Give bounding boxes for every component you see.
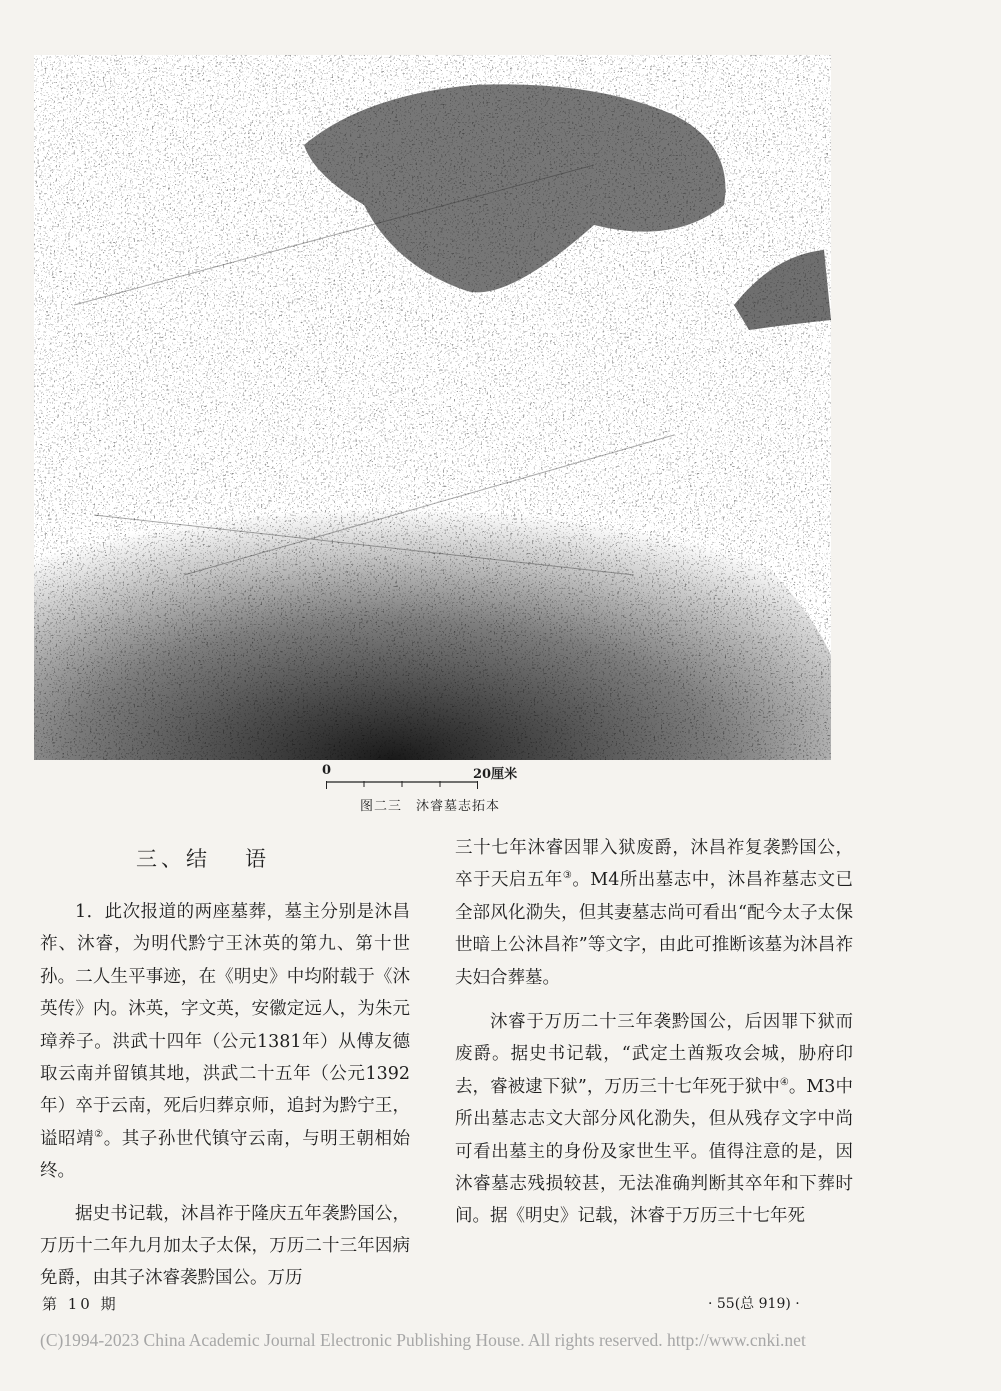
issue-number: 第 10 期 [42, 1295, 119, 1313]
paragraph-1 [40, 896, 410, 1188]
rubbing-image [34, 55, 831, 760]
paragraph-3-text: 沐睿于万历二十三年袭黔国公，后因罪下狱而废爵。据史书记载，“武定土酋叛攻会城，胁府印去，睿被逮下狱”，万历三十七年死于狱中 [455, 1012, 853, 1097]
copyright-watermark: (C)1994-2023 China Academic Journal Electronic Publishing House. All rights reserved. http://www.cnki.net [40, 1330, 806, 1350]
right-column [455, 832, 853, 1233]
paragraph-3-tail: 。M3中所出墓志志文大部分风化泐失，但从残存文字中尚可看出墓主的身份及家世生平。值得注意的是，因沐睿墓志残损较甚，无法准确判断其卒年和下葬时间。据《明史》记载，沐睿于万历三十七年死 [455, 1076, 853, 1227]
scale-start-label: 0 [322, 763, 332, 778]
footnote-ref[interactable]: ② [94, 1129, 104, 1141]
scale-bar [320, 763, 550, 791]
paragraph-2-continued [455, 832, 853, 994]
paragraph-2: 据史书记载，沐昌祚于隆庆五年袭黔国公，万历十二年九月加太子太保，万历二十三年因病免爵，由其子沐睿袭黔国公。万历 [40, 1203, 410, 1289]
section-heading-part-1: 三、结 [136, 847, 211, 871]
page-number: · 55(总 919) · [708, 1296, 800, 1312]
scale-ruler [326, 781, 478, 789]
paragraph-1-tail: 。其子孙世代镇守云南，与明王朝相始终。 [40, 1128, 411, 1182]
paragraph-3 [455, 1006, 853, 1233]
left-column [40, 840, 410, 1295]
section-heading [136, 844, 410, 874]
footnote-ref[interactable]: ④ [779, 1077, 789, 1089]
paragraph-1-text: 1．此次报道的两座墓葬，墓主分别是沐昌祚、沐睿，为明代黔宁王沐英的第九、第十世孙。二人生平事迹，在《明史》中均附载于《沐英传》内。沐英，字文英，安徽定远人，为朱元璋养子。洪武十四年（公元1381年）从傅友德取云南并留镇其地，洪武二十五年（公元1392年）卒于云南，死后归葬京师，追封为黔宁王，谥昭靖 [40, 902, 410, 1149]
paragraph-2-continued-text: 三十七年沐睿因罪入狱废爵，沐昌祚复袭黔国公，卒于天启五年 [455, 838, 853, 891]
section-heading-part-2: 语 [245, 847, 270, 871]
scale-end-label: 20厘米 [473, 767, 518, 782]
figure-caption: 图二三 沐睿墓志拓本 [359, 799, 500, 814]
paragraph-2-continued-tail: 。M4所出墓志中，沐昌祚墓志文已全部风化泐失，但其妻墓志尚可看出“配今太子太保世暗上公沐昌祚”等文字，由此可推断该墓为沐昌祚夫妇合葬墓。 [455, 870, 854, 988]
footnote-ref[interactable]: ③ [562, 870, 573, 882]
